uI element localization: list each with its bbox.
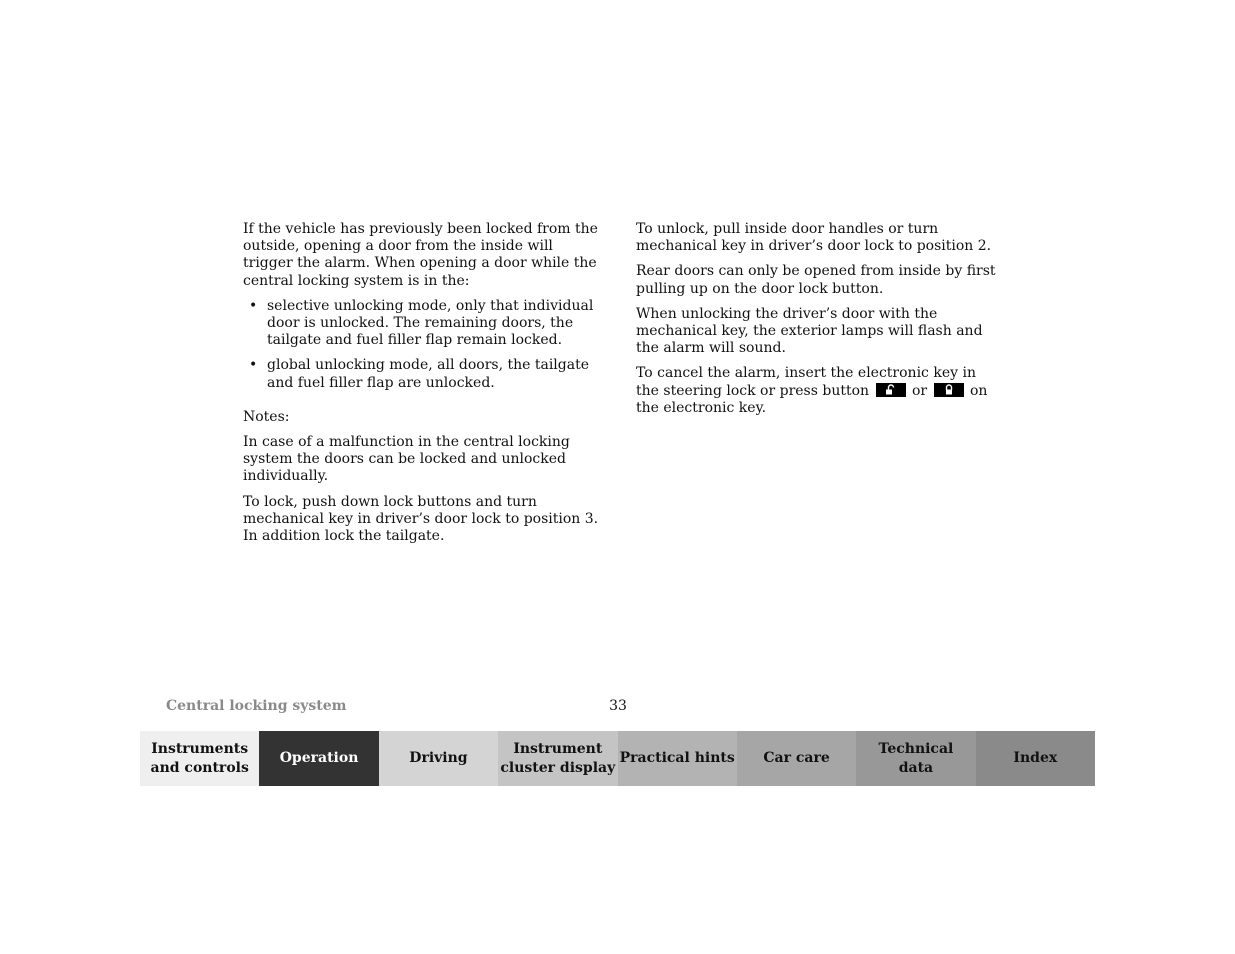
tab-driving[interactable]: Driving xyxy=(379,731,498,786)
section-nav xyxy=(140,731,1095,786)
note-paragraph: To lock, push down lock buttons and turn mechanical key in driver’s door lock to position 3. In addition lock the tailgate. xyxy=(243,493,599,545)
section-title: Central locking system xyxy=(166,698,347,714)
unlock-icon xyxy=(876,383,906,397)
or-text: or xyxy=(911,382,928,399)
cancel-alarm-paragraph xyxy=(636,365,996,417)
tab-practical-hints[interactable]: Practical hints xyxy=(618,731,737,786)
list-item xyxy=(243,298,603,350)
right-column xyxy=(636,221,996,425)
note-paragraph: In case of a malfunction in the central locking system the doors can be locked and unlocked individually. xyxy=(243,434,570,485)
tab-index[interactable]: Index xyxy=(976,731,1095,786)
cancel-alarm-text: To cancel the alarm, insert the electronic key in the steering lock or press button xyxy=(636,365,976,399)
unlocking-mode-list xyxy=(243,298,603,392)
intro-paragraph: If the vehicle has previously been locked from the outside, opening a door from the inside will trigger the alarm. When opening a door while the central locking system is in the: xyxy=(243,221,598,289)
bullet-icon: • xyxy=(249,297,258,314)
lock-icon xyxy=(934,383,964,397)
list-item-text: global unlocking mode, all doors, the tailgate and fuel filler flap are unlocked. xyxy=(267,357,589,391)
tab-operation[interactable]: Operation xyxy=(259,731,378,786)
list-item-text: selective unlocking mode, only that individual door is unlocked. The remaining doors, the tailgate and fuel filler flap remain locked. xyxy=(267,297,594,349)
tab-instrument-cluster-display[interactable]: Instrument cluster display xyxy=(498,731,617,786)
bullet-icon: • xyxy=(249,357,258,374)
notes-label: Notes: xyxy=(243,408,290,425)
tab-instruments-and-controls[interactable]: Instruments and controls xyxy=(140,731,259,786)
page-number: 33 xyxy=(609,698,627,714)
cancel-alarm-text: on the electronic key. xyxy=(636,382,988,416)
unlock-paragraph: To unlock, pull inside door handles or turn mechanical key in driver’s door lock to position 2. xyxy=(636,221,992,255)
list-item xyxy=(243,357,603,391)
tab-car-care[interactable]: Car care xyxy=(737,731,856,786)
rear-doors-paragraph: Rear doors can only be opened from inside by first pulling up on the door lock button. xyxy=(636,263,996,297)
mechanical-key-paragraph: When unlocking the driver’s door with the mechanical key, the exterior lamps will flash and the alarm will sound. xyxy=(636,305,983,357)
tab-technical-data[interactable]: Technical data xyxy=(856,731,975,786)
left-column xyxy=(243,221,603,553)
